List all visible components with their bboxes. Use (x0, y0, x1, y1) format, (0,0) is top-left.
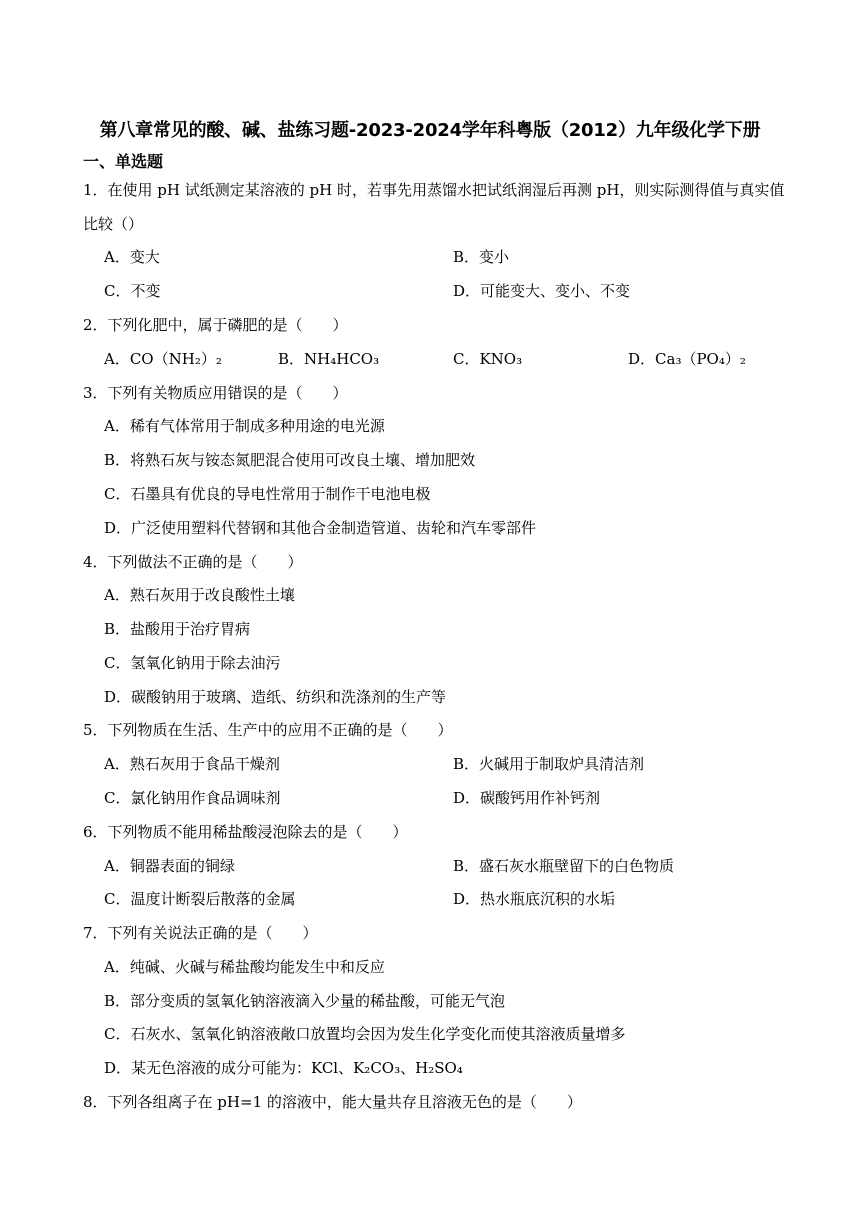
q7-option-d: D．某无色溶液的成分可能为：KCl、K₂CO₃、H₂SO₄ (104, 1059, 463, 1077)
q4-option-b: B．盐酸用于治疗胃病 (104, 620, 251, 638)
q5-option-b: B．火碱用于制取炉具清洁剂 (453, 755, 645, 773)
q1-option-b: B．变小 (453, 248, 510, 266)
q1-option-d: D．可能变大、变小、不变 (453, 282, 631, 300)
question-7-stem: 7．下列有关说法正确的是（ ） (83, 924, 318, 942)
q6-option-d: D．热水瓶底沉积的水垢 (453, 890, 616, 908)
question-4-stem: 4．下列做法不正确的是（ ） (83, 553, 303, 571)
q4-option-a: A．熟石灰用于改良酸性土壤 (104, 586, 295, 604)
q6-option-c: C．温度计断裂后散落的金属 (104, 890, 296, 908)
question-5-stem: 5．下列物质在生活、生产中的应用不正确的是（ ） (83, 721, 453, 739)
q1-option-a: A．变大 (104, 248, 160, 266)
q5-option-d: D．碳酸钙用作补钙剂 (453, 789, 601, 807)
q7-option-c: C．石灰水、氢氧化钠溶液敞口放置均会因为发生化学变化而使其溶液质量增多 (104, 1025, 626, 1043)
q3-option-c: C．石墨具有优良的导电性常用于制作干电池电极 (104, 485, 431, 503)
q2-option-a: A．CO（NH₂）₂ (104, 350, 222, 368)
q3-option-b: B．将熟石灰与铵态氮肥混合使用可改良土壤、增加肥效 (104, 451, 476, 469)
question-6-stem: 6．下列物质不能用稀盐酸浸泡除去的是（ ） (83, 823, 408, 841)
q1-option-c: C．不变 (104, 282, 161, 300)
question-1-stem-cont: 比较（） (83, 215, 144, 233)
section-heading: 一、单选题 (83, 152, 164, 171)
question-2-stem: 2．下列化肥中，属于磷肥的是（ ） (83, 316, 348, 334)
q2-option-b: B．NH₄HCO₃ (278, 350, 380, 368)
q5-option-a: A．熟石灰用于食品干燥剂 (104, 755, 280, 773)
q4-option-d: D．碳酸钠用于玻璃、造纸、纺织和洗涤剂的生产等 (104, 688, 447, 706)
question-3-stem: 3．下列有关物质应用错误的是（ ） (83, 384, 348, 402)
question-1-stem: 1．在使用 pH 试纸测定某溶液的 pH 时，若事先用蒸馏水把试纸润湿后再测 pH，则实际测得值与真实值 (83, 181, 785, 199)
q7-option-a: A．纯碱、火碱与稀盐酸均能发生中和反应 (104, 958, 385, 976)
q4-option-c: C．氢氧化钠用于除去油污 (104, 654, 281, 672)
q5-option-c: C．氯化钠用作食品调味剂 (104, 789, 281, 807)
q3-option-d: D．广泛使用塑料代替钢和其他合金制造管道、齿轮和汽车零部件 (104, 519, 537, 537)
q6-option-a: A．铜器表面的铜绿 (104, 857, 235, 875)
q6-option-b: B．盛石灰水瓶壁留下的白色物质 (453, 857, 675, 875)
q3-option-a: A．稀有气体常用于制成多种用途的电光源 (104, 417, 385, 435)
q2-option-c: C．KNO₃ (453, 350, 523, 368)
question-8-stem: 8．下列各组离子在 pH=1 的溶液中，能大量共存且溶液无色的是（ ） (83, 1093, 582, 1111)
page-title: 第八章常见的酸、碱、盐练习题-2023-2024学年科粤版（2012）九年级化学下册 (99, 120, 761, 141)
q2-option-d: D．Ca₃（PO₄）₂ (628, 350, 746, 368)
q7-option-b: B．部分变质的氢氧化钠溶液滴入少量的稀盐酸，可能无气泡 (104, 992, 506, 1010)
